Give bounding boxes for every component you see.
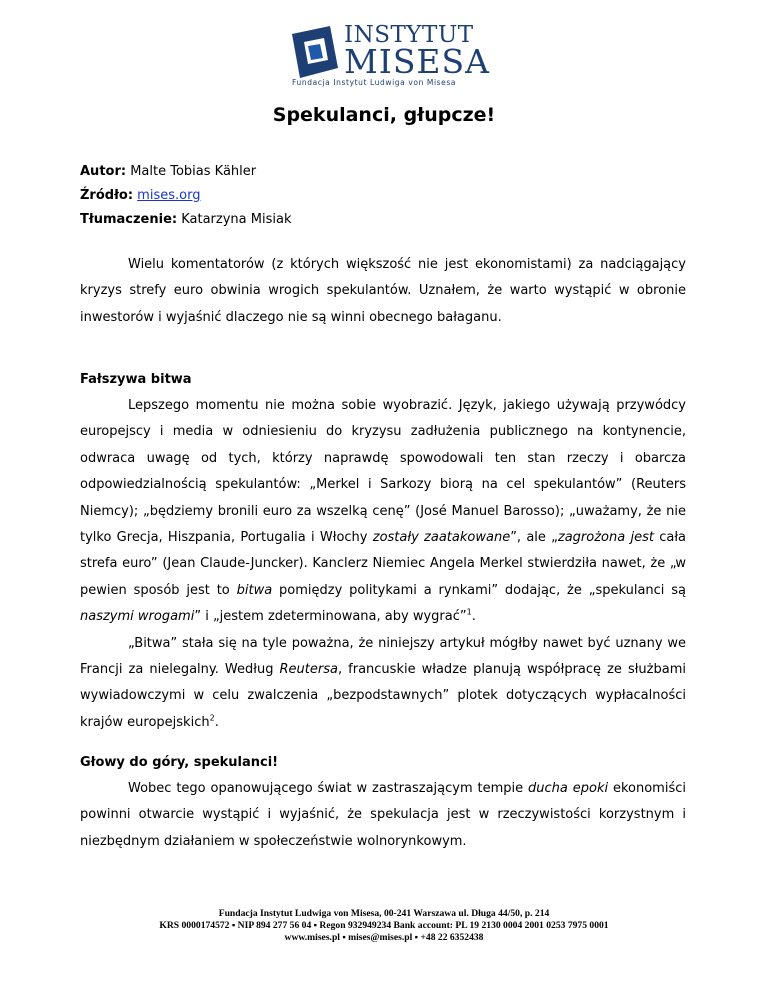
section-2-body <box>80 776 686 855</box>
logo-line-2: MISESA <box>344 42 490 81</box>
author-line <box>80 164 256 180</box>
logo-mark-icon <box>290 24 342 82</box>
footer-address: Fundacja Instytut Ludwiga von Misesa, 00-241 Warszawa ul. Długa 44/50, p. 214 <box>218 908 550 919</box>
footnote-1: 1 <box>466 607 472 617</box>
footnote-2: 2 <box>209 713 215 723</box>
instytut-misesa-logo <box>290 20 490 90</box>
source-link[interactable]: mises.org <box>137 188 201 203</box>
intro-paragraph: Wielu komentatorów (z których większość nie jest ekonomistami) za nadciągający kryzys strefy euro obwinia wrogich spekulantów. Uznałem, że warto wystąpić w obronie inwestorów i wyjaśnić dlaczego nie są winni obecnego bałaganu. <box>80 257 686 325</box>
logo-line-1: INSTYTUT <box>344 22 474 48</box>
source-line <box>80 188 200 204</box>
logo-subtitle: Fundacja Instytut Ludwiga von Misesa <box>292 78 457 87</box>
translator-name: Katarzyna Misiak <box>181 212 292 227</box>
article-title: Spekulanci, głupcze! <box>272 104 496 126</box>
source-label: Źródło: <box>80 188 134 203</box>
section-2-paragraph-1: Wobec tego opanowującego świat w zastraszającym tempie ducha epoki ekonomiści powinni otwarcie wystąpić i wyjaśnić, że spekulacja jest w rzeczywistości korzystnym i niezbędnym działaniem w społeczeństwie wolnorynkowym. <box>80 781 686 849</box>
section-heading-2: Głowy do góry, spekulanci! <box>80 755 279 770</box>
author-name: Malte Tobias Kähler <box>130 164 257 179</box>
intro-block <box>80 252 686 331</box>
section-1-paragraph-1: Lepszego momentu nie można sobie wyobrazić. Język, jakiego używają przywódcy europejscy i media w odniesieniu do kryzysu zadłużenia publicznego na kontynencie, odwraca uwagę od tych, którzy naprawdę spowodowali ten stan rzeczy i obarcza odpowiedzialnością spekulantów: „Merkel i Sarkozy biorą na cel spekulantów” (Reuters Niemcy); „będziemy bronili euro za wszelką cenę” (José Manuel Barosso); „uważamy, że nie tylko Grecja, Hiszpania, Portugalia i Włochy zostały zaatakowane”, ale „zagrożona jest cała strefa euro” (Jean Claude-Juncker). Kanclerz Niemiec Angela Merkel stwierdziła nawet, że „w pewien sposób jest to bitwa pomiędzy politykami a rynkami” dodając, że „spekulanci są naszymi wrogami” i „jestem zdeterminowana, aby wygrać”$^1$. <box>80 398 687 625</box>
author-label: Autor: <box>80 164 127 179</box>
translation-label: Tłumaczenie: <box>80 212 178 227</box>
footer-contact: www.mises.pl ▪ mises@mises.pl ▪ +48 22 6352438 <box>284 932 484 943</box>
page-footer <box>0 908 768 944</box>
translation-line <box>80 212 291 228</box>
footer-registry: KRS 0000174572 ▪ NIP 894 277 56 04 ▪ Regon 932949234 Bank account: PL 19 2130 0004 2001 0253 7975 0001 <box>159 920 609 931</box>
section-1-body <box>80 393 686 736</box>
section-1-paragraph-2: „Bitwa” stała się na tyle poważna, że niniejszy artykuł mógłby nawet być uznany we Francji za nielegalny. Według Reutersa, francuskie władze planują współpracę ze służbami wywiadowczymi w celu zwalczenia „bezpodstawnych” plotek dotyczących wypłacalności krajów europejskich$^2$. <box>80 635 686 730</box>
section-heading-1: Fałszywa bitwa <box>80 372 192 387</box>
